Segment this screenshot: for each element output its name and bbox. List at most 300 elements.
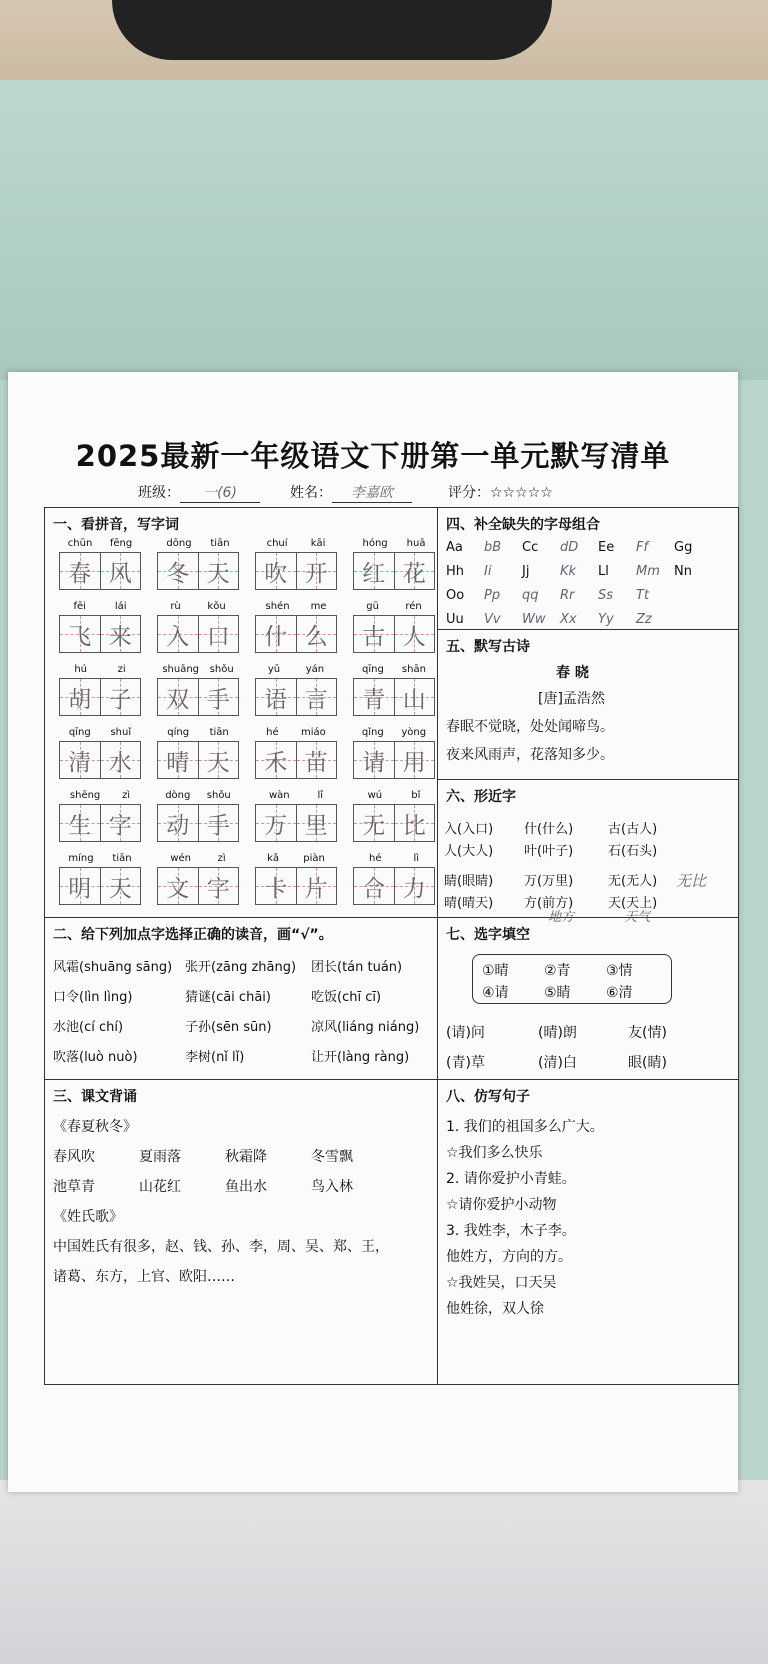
word-box [59,538,141,590]
char-cell [256,805,297,841]
fill-item: (青)草 [446,1055,485,1071]
similar-pair: 睛(眼睛) [444,874,494,889]
letter-pair: Oo [446,588,465,603]
pinyin: qíng [167,727,190,738]
written-char: 冬 [166,560,190,587]
letter-pair: Gg [674,540,693,555]
option: ③情 [606,963,633,979]
char-cell [158,868,199,904]
sentence-fill: ☆我们多么快乐 [446,1145,543,1161]
similar-pair: 什(什么) [524,822,574,837]
pinyin: hú [74,664,87,675]
word-box [353,790,435,842]
pinyin-row [59,538,141,552]
pinyin: zì [122,790,131,801]
char-cell [199,805,239,841]
letter-pair: Mm [636,564,660,579]
tianzige [255,741,337,779]
written-char: 无 [362,812,386,839]
pinyin: qīng [68,727,91,738]
written-char: 天 [108,875,132,902]
pinyin: hé [368,853,382,864]
pinyin: shuāng [162,664,200,675]
char-cell [158,805,199,841]
pronunciation-item: 张开(zāng zhāng) [185,960,297,975]
pinyin: shén [265,601,290,612]
written-char: 飞 [68,623,92,650]
pinyin: fēi [73,601,86,612]
char-cell [256,616,297,652]
written-char: 什 [264,623,288,650]
sentence: 1. 我们的祖国多么广大。 [446,1119,604,1135]
tianzige [255,678,337,716]
letter-pair: Ll [598,564,609,579]
sentence-fill: ☆我姓吴，口天吴 [446,1275,557,1291]
letter-pair: Yy [598,612,614,627]
char-cell [199,679,239,715]
pronunciation-item: 风霜(shuāng sāng) [53,960,173,975]
fill-item: (清)白 [538,1055,577,1071]
pinyin: miáo [301,727,326,738]
section-letters [438,508,738,630]
written-char: 入 [166,623,190,650]
pinyin: piàn [303,853,325,864]
recite-line: 诸葛、东方，上官、欧阳…… [53,1269,235,1285]
word-box [353,664,435,716]
letter-pair: Uu [446,612,464,627]
written-char: 文 [166,875,190,902]
written-char: 花 [402,560,426,587]
written-char: 红 [362,560,386,587]
pinyin: zì [217,853,226,864]
pinyin-row [255,601,337,615]
section-imitate [438,1080,738,1384]
similar-pair: 无(无人) [608,874,658,889]
char-cell [60,553,101,589]
letter-pair: Vv [484,612,501,627]
word-box [59,790,141,842]
wall-background [0,80,768,380]
word-box [353,727,435,779]
char-cell [395,742,435,778]
class-value: 一(6) [180,482,260,503]
pinyin-row [353,790,435,804]
pinyin: wàn [268,790,290,801]
char-cell [256,553,297,589]
section-pinyin [45,508,438,918]
sentence-fill: 他姓徐，双人徐 [446,1301,544,1317]
letter-pair: Nn [674,564,692,579]
letter-pair: Xx [560,612,577,627]
char-cell [101,805,141,841]
poem-author: [唐]孟浩然 [538,691,605,707]
fill-item: 眼(睛) [628,1055,667,1071]
written-char: 明 [68,875,92,902]
tianzige [157,552,239,590]
word-box [157,664,239,716]
worksheet-title: 2025最新一年级语文下册第一单元默写清单 [75,439,671,473]
char-cell [354,616,395,652]
char-cell [199,553,239,589]
poem-title: 春 晓 [556,665,589,681]
letter-pair: dD [560,540,579,555]
handwritten-note: 无比 [676,872,707,890]
written-char: 天 [206,560,230,587]
char-cell [297,616,337,652]
letter-pair: Aa [446,540,463,555]
written-char: 字 [108,812,132,839]
fill-item: (请)问 [446,1025,485,1041]
written-char: 子 [108,686,132,713]
word-box [255,790,337,842]
char-cell [395,805,435,841]
worksheet-paper [8,372,738,1492]
section-title: 七、选字填空 [446,927,530,943]
char-cell [256,868,297,904]
char-cell [354,805,395,841]
section-title: 一、看拼音，写字词 [53,517,179,533]
written-char: 双 [166,686,190,713]
pinyin-row [59,727,141,741]
written-char: 晴 [166,749,190,776]
word-box [157,538,239,590]
option: ②青 [544,963,571,979]
written-char: 清 [68,749,92,776]
pinyin: yòng [401,727,427,738]
char-cell [60,616,101,652]
word-box [255,664,337,716]
pinyin: wén [170,853,191,864]
recite-line: 山花红 [139,1179,181,1195]
pronunciation-item: 水池(cí chí) [53,1020,124,1035]
pronunciation-item: 口令(lìn lìng) [53,990,133,1005]
written-char: 么 [304,623,328,650]
recite-line: 鸟入林 [311,1179,353,1195]
pinyin: kāi [310,538,326,549]
pinyin: fēng [109,538,133,549]
pinyin: me [310,601,327,612]
section-similar [438,780,738,925]
pronunciation-item: 让开(làng ràng) [311,1050,410,1065]
pinyin-row [353,601,435,615]
char-cell [60,868,101,904]
tianzige [255,867,337,905]
char-cell [60,805,101,841]
sentence-fill: ☆请你爱护小动物 [446,1197,557,1213]
pinyin: lǐ [317,790,324,801]
pinyin: dòng [165,790,191,801]
pronunciation-item: 猜谜(cāi chāi) [185,990,271,1005]
pinyin-row [353,664,435,678]
class-field: 班级： 一(6) [138,482,260,503]
tianzige [255,615,337,653]
pinyin-row [255,538,337,552]
written-char: 青 [362,686,386,713]
written-char: 片 [304,875,328,902]
char-cell [101,553,141,589]
option: ④请 [482,985,509,1001]
recite-line: 秋霜降 [225,1149,267,1165]
char-cell [354,868,395,904]
written-char: 生 [68,812,92,839]
pinyin: chūn [67,538,93,549]
recite-line: 中国姓氏有很多，赵、钱、孙、李，周、吴、郑、王， [53,1239,389,1255]
pronunciation-item: 吃饭(chī cī) [311,990,382,1005]
written-char: 卡 [264,875,288,902]
recite-line: 冬雪飘 [311,1149,353,1165]
written-char: 言 [304,686,328,713]
letter-pair: Ff [636,540,649,555]
word-box [157,727,239,779]
letter-pair: qq [522,588,539,603]
pronunciation-item: 子孙(sēn sūn) [185,1020,272,1035]
name-field: 姓名： 李嘉欧 [290,482,412,503]
pinyin-row [157,853,239,867]
fill-item: 友(情) [628,1025,667,1041]
section-title: 二、给下列加点字选择正确的读音，画“√”。 [53,927,333,943]
written-char: 万 [264,812,288,839]
written-char: 里 [304,812,328,839]
similar-pair: 入(入口) [444,822,494,837]
char-cell [101,868,141,904]
letter-pair: Rr [560,588,575,603]
similar-pair: 古(古人) [608,822,658,837]
recite-line: 池草青 [53,1179,95,1195]
pinyin: míng [68,853,94,864]
written-char: 天 [206,749,230,776]
pinyin-row [157,727,239,741]
char-cell [395,616,435,652]
char-cell [297,868,337,904]
char-cell [199,616,239,652]
score-field: 评分：☆☆☆☆☆ [448,485,553,501]
word-box [157,601,239,653]
poem-title: 《姓氏歌》 [53,1209,123,1225]
pronunciation-item: 李树(nǐ lǐ) [185,1050,245,1065]
similar-pair: 叶(叶子) [524,844,574,859]
section-choose-char [438,918,738,1080]
word-box [353,853,435,905]
pinyin-row [157,601,239,615]
tianzige [59,867,141,905]
pinyin-row [353,538,435,552]
letter-pair: Pp [484,588,501,603]
pinyin: shǒu [206,790,231,801]
worksheet-frame [44,507,739,1385]
section-title: 四、补全缺失的字母组合 [446,517,600,533]
written-char: 风 [108,560,132,587]
written-char: 禾 [264,749,288,776]
letter-pair: Ss [598,588,614,603]
written-char: 开 [304,560,328,587]
pinyin-row [59,664,141,678]
pinyin: yán [305,664,325,675]
pinyin: dōng [166,538,192,549]
word-box [59,664,141,716]
written-char: 合 [362,875,386,902]
pinyin: tiān [209,727,229,738]
char-cell [101,679,141,715]
pinyin: hóng [362,538,388,549]
written-char: 口 [206,623,230,650]
pinyin: huā [406,538,426,549]
written-char: 用 [402,749,426,776]
tianzige [59,678,141,716]
written-char: 古 [362,623,386,650]
written-char: 水 [108,749,132,776]
pinyin: tiān [210,538,230,549]
letter-pair: Zz [636,612,652,627]
tianzige [353,678,435,716]
pinyin-row [157,790,239,804]
tianzige [157,615,239,653]
written-char: 胡 [68,686,92,713]
similar-pair: 石(石头) [608,844,658,859]
similar-pair: 天(天上) [608,896,658,911]
char-cell [297,679,337,715]
sentence: 3. 我姓李，木子李。 [446,1223,576,1239]
pinyin-row [353,853,435,867]
pinyin-row [59,790,141,804]
char-cell [354,679,395,715]
pinyin: gū [366,601,379,612]
section-title: 五、默写古诗 [446,639,530,655]
word-box [157,790,239,842]
similar-pair: 方(前方) [524,896,574,911]
char-cell [101,742,141,778]
tianzige [157,678,239,716]
letter-pair: bB [484,540,502,555]
pinyin: hé [266,727,279,738]
pinyin-row [255,853,337,867]
recite-line: 春风吹 [53,1149,95,1165]
pinyin: tiān [112,853,132,864]
handwritten-note: 地方 [548,910,575,925]
pinyin: shēng [69,790,101,801]
tianzige [353,615,435,653]
section-title: 八、仿写句子 [446,1089,530,1105]
pinyin: lì [413,853,420,864]
similar-pair: 万(万里) [524,874,574,889]
tianzige [353,804,435,842]
monitor-edge [112,0,552,60]
pinyin-row [255,727,337,741]
letter-pair: Ww [522,612,546,627]
pinyin: wú [367,790,383,801]
section-title: 三、课文背诵 [53,1089,137,1105]
similar-pair: 晴(晴天) [444,896,494,911]
tianzige [353,552,435,590]
tianzige [59,804,141,842]
section-recitation [45,1080,438,1384]
letter-pair: Cc [522,540,539,555]
letter-pair: Ii [484,564,492,579]
tianzige [59,552,141,590]
poem-line: 春眠不觉晓，处处闻啼鸟。 [446,719,614,735]
written-char: 手 [206,686,230,713]
section-pronunciation [45,918,438,1080]
tianzige [59,741,141,779]
pinyin-row [157,664,239,678]
poem-line: 夜来风雨声，花落知多少。 [446,747,614,763]
char-cell [395,553,435,589]
written-char: 人 [402,623,426,650]
written-char: 春 [68,560,92,587]
pinyin: lái [114,601,127,612]
pronunciation-item: 吹落(luò nuò) [53,1050,138,1065]
char-cell [354,742,395,778]
written-char: 力 [402,875,426,902]
char-cell [199,742,239,778]
written-char: 苗 [304,749,328,776]
char-cell [158,679,199,715]
pinyin: chuí [266,538,288,549]
option: ⑤睛 [544,985,571,1001]
pinyin: zi [117,664,126,675]
pinyin: qǐng [361,727,384,738]
letter-pair: Kk [560,564,577,579]
char-cell [297,805,337,841]
similar-pair: 人(大人) [444,844,494,859]
char-cell [199,868,239,904]
tianzige [353,741,435,779]
pinyin: bǐ [411,790,421,801]
word-box [255,727,337,779]
pinyin: yǔ [267,664,281,675]
char-cell [395,679,435,715]
word-box [59,853,141,905]
pronunciation-item: 团长(tán tuán) [311,960,403,975]
tianzige [255,552,337,590]
tianzige [353,867,435,905]
tianzige [157,804,239,842]
char-cell [256,742,297,778]
written-char: 来 [108,623,132,650]
word-box [255,538,337,590]
char-cell [60,679,101,715]
section-title: 六、形近字 [446,789,516,805]
section-poem [438,630,738,780]
tianzige [157,867,239,905]
written-char: 山 [402,686,426,713]
letter-pair: Tt [636,588,650,603]
recite-line: 鱼出水 [225,1179,267,1195]
char-cell [354,553,395,589]
pinyin: shǒu [209,664,234,675]
word-box [255,853,337,905]
option: ⑥清 [606,985,633,1001]
written-char: 动 [166,812,190,839]
letter-pair: Jj [522,564,530,579]
fill-item: (晴)朗 [538,1025,577,1041]
pronunciation-item: 凉风(liáng niáng) [311,1020,420,1035]
tianzige [59,615,141,653]
pinyin: shān [401,664,426,675]
sentence: 2. 请你爱护小青蛙。 [446,1171,576,1187]
word-box [59,601,141,653]
char-cell [256,679,297,715]
tianzige [255,804,337,842]
written-char: 比 [402,812,426,839]
pinyin: rén [405,601,422,612]
handwritten-note: 天气 [624,910,651,925]
char-cell [60,742,101,778]
pinyin-row [353,727,435,741]
char-cell [158,742,199,778]
word-box [255,601,337,653]
word-box [157,853,239,905]
pinyin: shuǐ [110,727,132,738]
